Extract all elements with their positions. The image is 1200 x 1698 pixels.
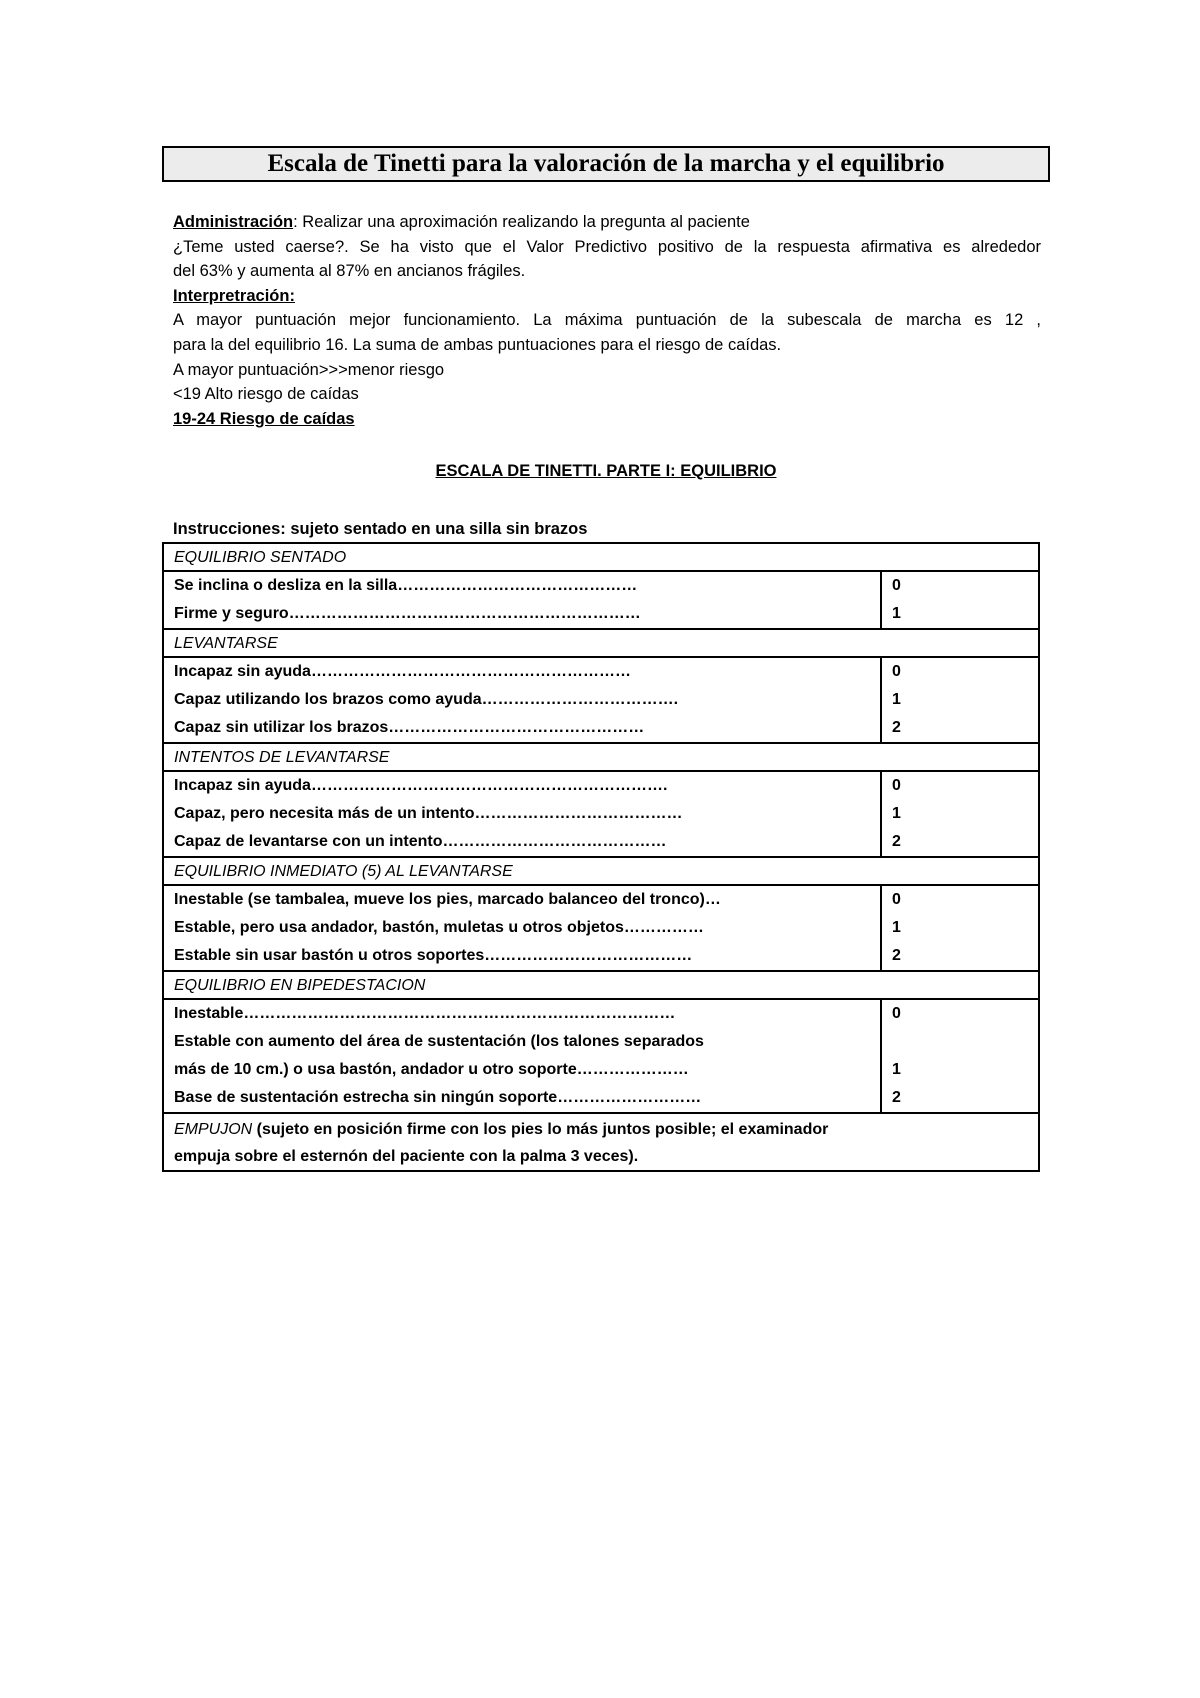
list-item: Inestable (se tambalea, mueve los pies, marcado balanceo del tronco)… — [174, 891, 721, 908]
category-equilibrio-inmediato: EQUILIBRIO INMEDIATO (5) AL LEVANTARSE — [163, 857, 1039, 885]
scores-bipedestacion — [881, 999, 1039, 1113]
scores-equilibrio-inmediato — [881, 885, 1039, 971]
instructions: Instrucciones: sujeto sentado en una silla sin brazos — [173, 520, 588, 538]
list-item: Firme y seguro………………………………………………………… — [174, 605, 641, 622]
list-item: Inestable……………………………………………………………………… — [174, 1005, 676, 1022]
score-spacer — [892, 1028, 1028, 1056]
category-intentos: INTENTOS DE LEVANTARSE — [163, 743, 1039, 771]
score-value: 0 — [892, 577, 901, 594]
items-bipedestacion — [163, 999, 881, 1113]
empujon-text-2: empuja sobre el esternón del paciente con la palma 3 veces). — [174, 1148, 639, 1165]
admin-line — [173, 210, 1041, 235]
items-equilibrio-sentado — [163, 571, 881, 629]
score-value: 1 — [892, 691, 901, 708]
list-item: Se inclina o desliza en la silla……………………………………… — [174, 577, 638, 594]
score-value: 1 — [892, 605, 901, 622]
list-item: Incapaz sin ayuda…………………………………………………… — [174, 663, 631, 680]
list-item: Capaz, pero necesita más de un intento………………………………… — [174, 805, 683, 822]
list-item: Estable, pero usa andador, bastón, muletas u otros objetos…………… — [174, 919, 704, 936]
document-title: Escala de Tinetti para la valoración de la marcha y el equilibrio — [162, 146, 1050, 182]
score-value: 0 — [892, 1005, 901, 1022]
admin-line-2: ¿Teme usted caerse?. Se ha visto que el Valor Predictivo positivo de la respuesta afirmativa es alrededor — [173, 237, 1041, 256]
category-empujon: EMPUJON — [174, 1121, 253, 1138]
interp-line-4: <19 Alto riesgo de caídas — [173, 385, 359, 404]
score-value: 2 — [892, 833, 901, 850]
category-equilibrio-sentado: EQUILIBRIO SENTADO — [163, 543, 1039, 571]
list-item: Capaz sin utilizar los brazos………………………………………… — [174, 719, 645, 736]
score-value: 2 — [892, 947, 901, 964]
list-item: Estable con aumento del área de sustentación (los talones separados — [174, 1033, 704, 1050]
score-value: 1 — [892, 1061, 901, 1078]
list-item: más de 10 cm.) o usa bastón, andador u otro soporte………………… — [174, 1061, 689, 1078]
balance-scale-table — [162, 542, 1040, 1172]
score-value: 2 — [892, 719, 901, 736]
intro-block — [173, 210, 1041, 431]
admin-text: : Realizar una aproximación realizando la pregunta al paciente — [293, 213, 750, 231]
admin-label: Administración — [173, 213, 294, 231]
empujon-cell — [163, 1113, 1039, 1171]
score-value: 1 — [892, 919, 901, 936]
scores-levantarse — [881, 657, 1039, 743]
interp-line-2: para la del equilibrio 16. La suma de ambas puntuaciones para el riesgo de caídas. — [173, 335, 782, 354]
items-equilibrio-inmediato — [163, 885, 881, 971]
list-item: Capaz de levantarse con un intento…………………………………… — [174, 833, 667, 850]
score-value: 0 — [892, 777, 901, 794]
items-levantarse — [163, 657, 881, 743]
score-value: 0 — [892, 891, 901, 908]
score-value: 0 — [892, 663, 901, 680]
score-value: 1 — [892, 805, 901, 822]
interp-line-1: A mayor puntuación mejor funcionamiento. La máxima puntuación de la subescala de marcha es 12 , — [173, 311, 1041, 330]
list-item: Capaz utilizando los brazos como ayuda………………………………. — [174, 691, 679, 708]
items-intentos — [163, 771, 881, 857]
interp-line-3: A mayor puntuación>>>menor riesgo — [173, 360, 445, 379]
score-value: 2 — [892, 1089, 901, 1106]
interp-label: Interpretración: — [173, 286, 295, 305]
scores-equilibrio-sentado — [881, 571, 1039, 629]
list-item: Estable sin usar bastón u otros soportes………………………………… — [174, 947, 693, 964]
category-bipedestacion: EQUILIBRIO EN BIPEDESTACION — [163, 971, 1039, 999]
empujon-text-1: (sujeto en posición firme con los pies lo más juntos posible; el examinador — [252, 1121, 829, 1138]
category-levantarse: LEVANTARSE — [163, 629, 1039, 657]
admin-line-3: del 63% y aumenta al 87% en ancianos frágiles. — [173, 262, 526, 281]
scores-intentos — [881, 771, 1039, 857]
section-title: ESCALA DE TINETTI. PARTE I: EQUILIBRIO — [435, 462, 777, 480]
interp-line-5: 19-24 Riesgo de caídas — [173, 409, 355, 428]
list-item: Base de sustentación estrecha sin ningún soporte……………………… — [174, 1089, 702, 1106]
list-item: Incapaz sin ayuda…………………………………………………………. — [174, 777, 668, 794]
